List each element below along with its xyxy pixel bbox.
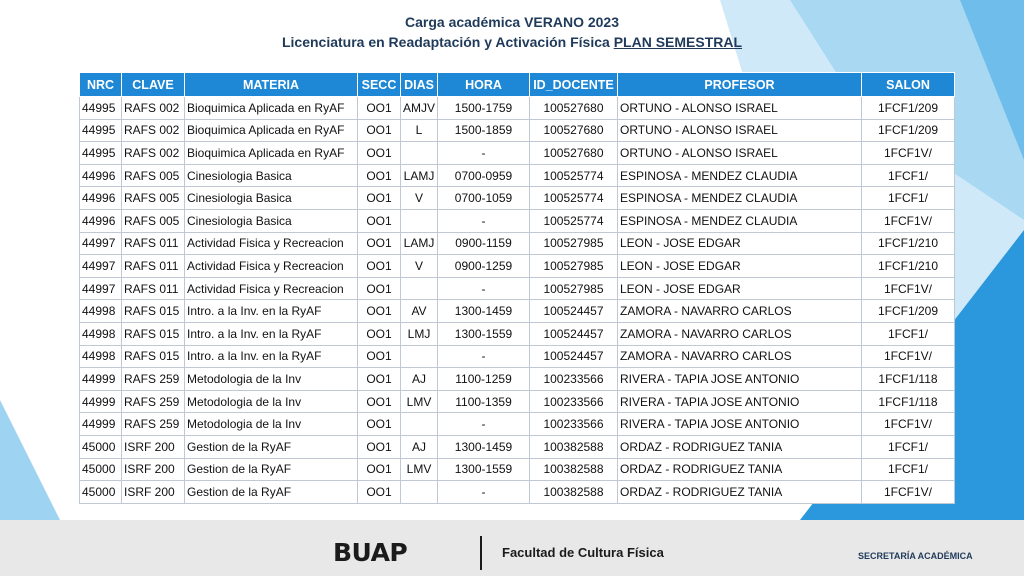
cell-clave: RAFS 011 — [122, 255, 185, 278]
table-row — [80, 368, 955, 391]
cell-profesor: ORDAZ - RODRIGUEZ TANIA — [618, 481, 862, 504]
cell-dias: L — [401, 119, 438, 142]
cell-nrc: 44999 — [80, 413, 122, 436]
cell-materia: Metodologia de la Inv — [185, 368, 358, 391]
cell-dias: LAMJ — [401, 164, 438, 187]
cell-nrc: 44998 — [80, 322, 122, 345]
page-header — [0, 12, 1024, 52]
cell-nrc: 44995 — [80, 142, 122, 165]
cell-nrc: 44998 — [80, 300, 122, 323]
cell-secc: OO1 — [358, 164, 401, 187]
cell-clave: RAFS 002 — [122, 97, 185, 120]
column-header-secc: SECC — [358, 73, 401, 97]
cell-nrc: 44995 — [80, 119, 122, 142]
page-title: Carga académica VERANO 2023 — [405, 14, 619, 30]
cell-salon: 1FCF1/210 — [862, 232, 955, 255]
cell-hora: 0700-0959 — [438, 164, 530, 187]
plan-label: PLAN SEMESTRAL — [613, 34, 743, 50]
cell-profesor: RIVERA - TAPIA JOSE ANTONIO — [618, 390, 862, 413]
table-row — [80, 97, 955, 120]
cell-materia: Gestion de la RyAF — [185, 435, 358, 458]
cell-clave: ISRF 200 — [122, 458, 185, 481]
cell-salon: 1FCF1V/ — [862, 277, 955, 300]
cell-nrc: 44999 — [80, 390, 122, 413]
page-subtitle — [0, 32, 1024, 52]
column-header-salon: SALON — [862, 73, 955, 97]
table-row — [80, 119, 955, 142]
cell-id-docente: 100382588 — [530, 435, 618, 458]
cell-hora: 1300-1459 — [438, 300, 530, 323]
cell-hora: 1500-1759 — [438, 97, 530, 120]
cell-materia: Actividad Fisica y Recreacion — [185, 255, 358, 278]
column-header-dias: DIAS — [401, 73, 438, 97]
table-row — [80, 164, 955, 187]
cell-salon: 1FCF1/118 — [862, 390, 955, 413]
cell-clave: RAFS 259 — [122, 390, 185, 413]
cell-salon: 1FCF1V/ — [862, 345, 955, 368]
table-row — [80, 481, 955, 504]
cell-salon: 1FCF1V/ — [862, 209, 955, 232]
cell-secc: OO1 — [358, 142, 401, 165]
buap-logo: BUAP — [333, 538, 408, 567]
faculty-name: Facultad de Cultura Física — [502, 545, 664, 560]
cell-secc: OO1 — [358, 368, 401, 391]
cell-secc: OO1 — [358, 187, 401, 210]
cell-clave: RAFS 015 — [122, 345, 185, 368]
cell-id-docente: 100233566 — [530, 413, 618, 436]
cell-hora: 0900-1159 — [438, 232, 530, 255]
cell-materia: Intro. a la Inv. en la RyAF — [185, 345, 358, 368]
cell-id-docente: 100527985 — [530, 232, 618, 255]
cell-salon: 1FCF1/ — [862, 164, 955, 187]
cell-materia: Gestion de la RyAF — [185, 481, 358, 504]
cell-clave: RAFS 011 — [122, 232, 185, 255]
cell-nrc: 45000 — [80, 481, 122, 504]
cell-profesor: LEON - JOSE EDGAR — [618, 232, 862, 255]
cell-materia: Metodologia de la Inv — [185, 390, 358, 413]
cell-clave: RAFS 011 — [122, 277, 185, 300]
cell-secc: OO1 — [358, 322, 401, 345]
cell-nrc: 44997 — [80, 255, 122, 278]
cell-nrc: 44998 — [80, 345, 122, 368]
cell-dias: LMV — [401, 458, 438, 481]
cell-nrc: 44996 — [80, 187, 122, 210]
cell-dias — [401, 345, 438, 368]
cell-id-docente: 100527985 — [530, 255, 618, 278]
cell-dias: LAMJ — [401, 232, 438, 255]
cell-clave: RAFS 002 — [122, 119, 185, 142]
cell-dias — [401, 209, 438, 232]
cell-profesor: ZAMORA - NAVARRO CARLOS — [618, 345, 862, 368]
cell-salon: 1FCF1V/ — [862, 142, 955, 165]
cell-materia: Gestion de la RyAF — [185, 458, 358, 481]
cell-profesor: RIVERA - TAPIA JOSE ANTONIO — [618, 368, 862, 391]
cell-secc: OO1 — [358, 255, 401, 278]
cell-clave: RAFS 002 — [122, 142, 185, 165]
cell-id-docente: 100524457 — [530, 300, 618, 323]
cell-materia: Bioquimica Aplicada en RyAF — [185, 119, 358, 142]
cell-nrc: 44997 — [80, 232, 122, 255]
cell-materia: Actividad Fisica y Recreacion — [185, 232, 358, 255]
cell-profesor: ZAMORA - NAVARRO CARLOS — [618, 322, 862, 345]
cell-clave: RAFS 015 — [122, 322, 185, 345]
table-row — [80, 232, 955, 255]
cell-profesor: LEON - JOSE EDGAR — [618, 255, 862, 278]
cell-id-docente: 100527680 — [530, 97, 618, 120]
cell-id-docente: 100382588 — [530, 481, 618, 504]
column-header-materia: MATERIA — [185, 73, 358, 97]
cell-salon: 1FCF1V/ — [862, 481, 955, 504]
cell-salon: 1FCF1V/ — [862, 413, 955, 436]
cell-profesor: ESPINOSA - MENDEZ CLAUDIA — [618, 209, 862, 232]
cell-profesor: ZAMORA - NAVARRO CARLOS — [618, 300, 862, 323]
cell-hora: - — [438, 345, 530, 368]
table-body — [80, 97, 955, 504]
cell-secc: OO1 — [358, 481, 401, 504]
program-name: Licenciatura en Readaptación y Activación Física — [281, 34, 610, 50]
cell-hora: 1300-1559 — [438, 458, 530, 481]
cell-salon: 1FCF1/118 — [862, 368, 955, 391]
cell-clave: ISRF 200 — [122, 481, 185, 504]
cell-dias: AV — [401, 300, 438, 323]
cell-salon: 1FCF1/ — [862, 458, 955, 481]
cell-clave: ISRF 200 — [122, 435, 185, 458]
table-row — [80, 390, 955, 413]
cell-clave: RAFS 015 — [122, 300, 185, 323]
cell-nrc: 45000 — [80, 458, 122, 481]
cell-id-docente: 100524457 — [530, 345, 618, 368]
cell-secc: OO1 — [358, 119, 401, 142]
cell-hora: 1300-1459 — [438, 435, 530, 458]
cell-clave: RAFS 005 — [122, 209, 185, 232]
cell-secc: OO1 — [358, 435, 401, 458]
cell-dias — [401, 413, 438, 436]
column-header-id-docente: ID_DOCENTE — [530, 73, 618, 97]
cell-materia: Actividad Fisica y Recreacion — [185, 277, 358, 300]
cell-materia: Intro. a la Inv. en la RyAF — [185, 322, 358, 345]
cell-hora: 0900-1259 — [438, 255, 530, 278]
cell-secc: OO1 — [358, 97, 401, 120]
cell-secc: OO1 — [358, 300, 401, 323]
table-row — [80, 255, 955, 278]
cell-hora: 1300-1559 — [438, 322, 530, 345]
cell-hora: 1100-1359 — [438, 390, 530, 413]
cell-dias — [401, 142, 438, 165]
cell-profesor: ESPINOSA - MENDEZ CLAUDIA — [618, 164, 862, 187]
cell-hora: - — [438, 209, 530, 232]
cell-secc: OO1 — [358, 413, 401, 436]
left-blue-triangle — [0, 400, 60, 520]
table-row — [80, 435, 955, 458]
table-row — [80, 277, 955, 300]
cell-hora: 1500-1859 — [438, 119, 530, 142]
cell-id-docente: 100525774 — [530, 164, 618, 187]
column-header-clave: CLAVE — [122, 73, 185, 97]
cell-profesor: RIVERA - TAPIA JOSE ANTONIO — [618, 413, 862, 436]
cell-profesor: ORDAZ - RODRIGUEZ TANIA — [618, 458, 862, 481]
cell-salon: 1FCF1/210 — [862, 255, 955, 278]
cell-salon: 1FCF1/209 — [862, 300, 955, 323]
cell-nrc: 44999 — [80, 368, 122, 391]
cell-id-docente: 100524457 — [530, 322, 618, 345]
cell-dias: LMJ — [401, 322, 438, 345]
cell-materia: Cinesiologia Basica — [185, 209, 358, 232]
cell-materia: Cinesiologia Basica — [185, 164, 358, 187]
office-name: SECRETARÍA ACADÉMICA — [858, 551, 973, 561]
table-row — [80, 413, 955, 436]
cell-dias: AJ — [401, 435, 438, 458]
cell-secc: OO1 — [358, 277, 401, 300]
table-row — [80, 300, 955, 323]
table-header-row — [80, 73, 955, 97]
table-row — [80, 458, 955, 481]
footer-divider — [480, 536, 482, 570]
cell-salon: 1FCF1/209 — [862, 97, 955, 120]
cell-nrc: 44996 — [80, 164, 122, 187]
cell-hora: - — [438, 481, 530, 504]
cell-id-docente: 100527680 — [530, 142, 618, 165]
cell-salon: 1FCF1/ — [862, 187, 955, 210]
cell-profesor: LEON - JOSE EDGAR — [618, 277, 862, 300]
cell-salon: 1FCF1/ — [862, 322, 955, 345]
column-header-profesor: PROFESOR — [618, 73, 862, 97]
column-header-hora: HORA — [438, 73, 530, 97]
cell-id-docente: 100527680 — [530, 119, 618, 142]
cell-hora: 0700-1059 — [438, 187, 530, 210]
table-row — [80, 209, 955, 232]
cell-id-docente: 100233566 — [530, 390, 618, 413]
cell-nrc: 44996 — [80, 209, 122, 232]
cell-profesor: ORTUNO - ALONSO ISRAEL — [618, 119, 862, 142]
cell-hora: - — [438, 413, 530, 436]
cell-id-docente: 100525774 — [530, 187, 618, 210]
cell-dias: V — [401, 255, 438, 278]
cell-hora: - — [438, 277, 530, 300]
cell-profesor: ORDAZ - RODRIGUEZ TANIA — [618, 435, 862, 458]
table-row — [80, 142, 955, 165]
schedule-table — [79, 72, 955, 504]
cell-dias: AJ — [401, 368, 438, 391]
cell-salon: 1FCF1/ — [862, 435, 955, 458]
table-row — [80, 187, 955, 210]
cell-dias: LMV — [401, 390, 438, 413]
cell-clave: RAFS 259 — [122, 413, 185, 436]
cell-nrc: 44995 — [80, 97, 122, 120]
cell-nrc: 44997 — [80, 277, 122, 300]
cell-id-docente: 100527985 — [530, 277, 618, 300]
cell-secc: OO1 — [358, 209, 401, 232]
cell-dias: V — [401, 187, 438, 210]
cell-clave: RAFS 005 — [122, 164, 185, 187]
cell-secc: OO1 — [358, 345, 401, 368]
cell-materia: Bioquimica Aplicada en RyAF — [185, 97, 358, 120]
table-row — [80, 322, 955, 345]
cell-dias — [401, 277, 438, 300]
cell-hora: - — [438, 142, 530, 165]
cell-id-docente: 100382588 — [530, 458, 618, 481]
cell-id-docente: 100233566 — [530, 368, 618, 391]
cell-id-docente: 100525774 — [530, 209, 618, 232]
cell-dias — [401, 481, 438, 504]
cell-secc: OO1 — [358, 458, 401, 481]
cell-dias: AMJV — [401, 97, 438, 120]
column-header-nrc: NRC — [80, 73, 122, 97]
cell-clave: RAFS 259 — [122, 368, 185, 391]
cell-clave: RAFS 005 — [122, 187, 185, 210]
cell-nrc: 45000 — [80, 435, 122, 458]
cell-materia: Cinesiologia Basica — [185, 187, 358, 210]
cell-profesor: ESPINOSA - MENDEZ CLAUDIA — [618, 187, 862, 210]
cell-salon: 1FCF1/209 — [862, 119, 955, 142]
table-row — [80, 345, 955, 368]
cell-materia: Metodologia de la Inv — [185, 413, 358, 436]
cell-secc: OO1 — [358, 390, 401, 413]
cell-profesor: ORTUNO - ALONSO ISRAEL — [618, 142, 862, 165]
cell-materia: Bioquimica Aplicada en RyAF — [185, 142, 358, 165]
cell-materia: Intro. a la Inv. en la RyAF — [185, 300, 358, 323]
cell-hora: 1100-1259 — [438, 368, 530, 391]
cell-secc: OO1 — [358, 232, 401, 255]
cell-profesor: ORTUNO - ALONSO ISRAEL — [618, 97, 862, 120]
